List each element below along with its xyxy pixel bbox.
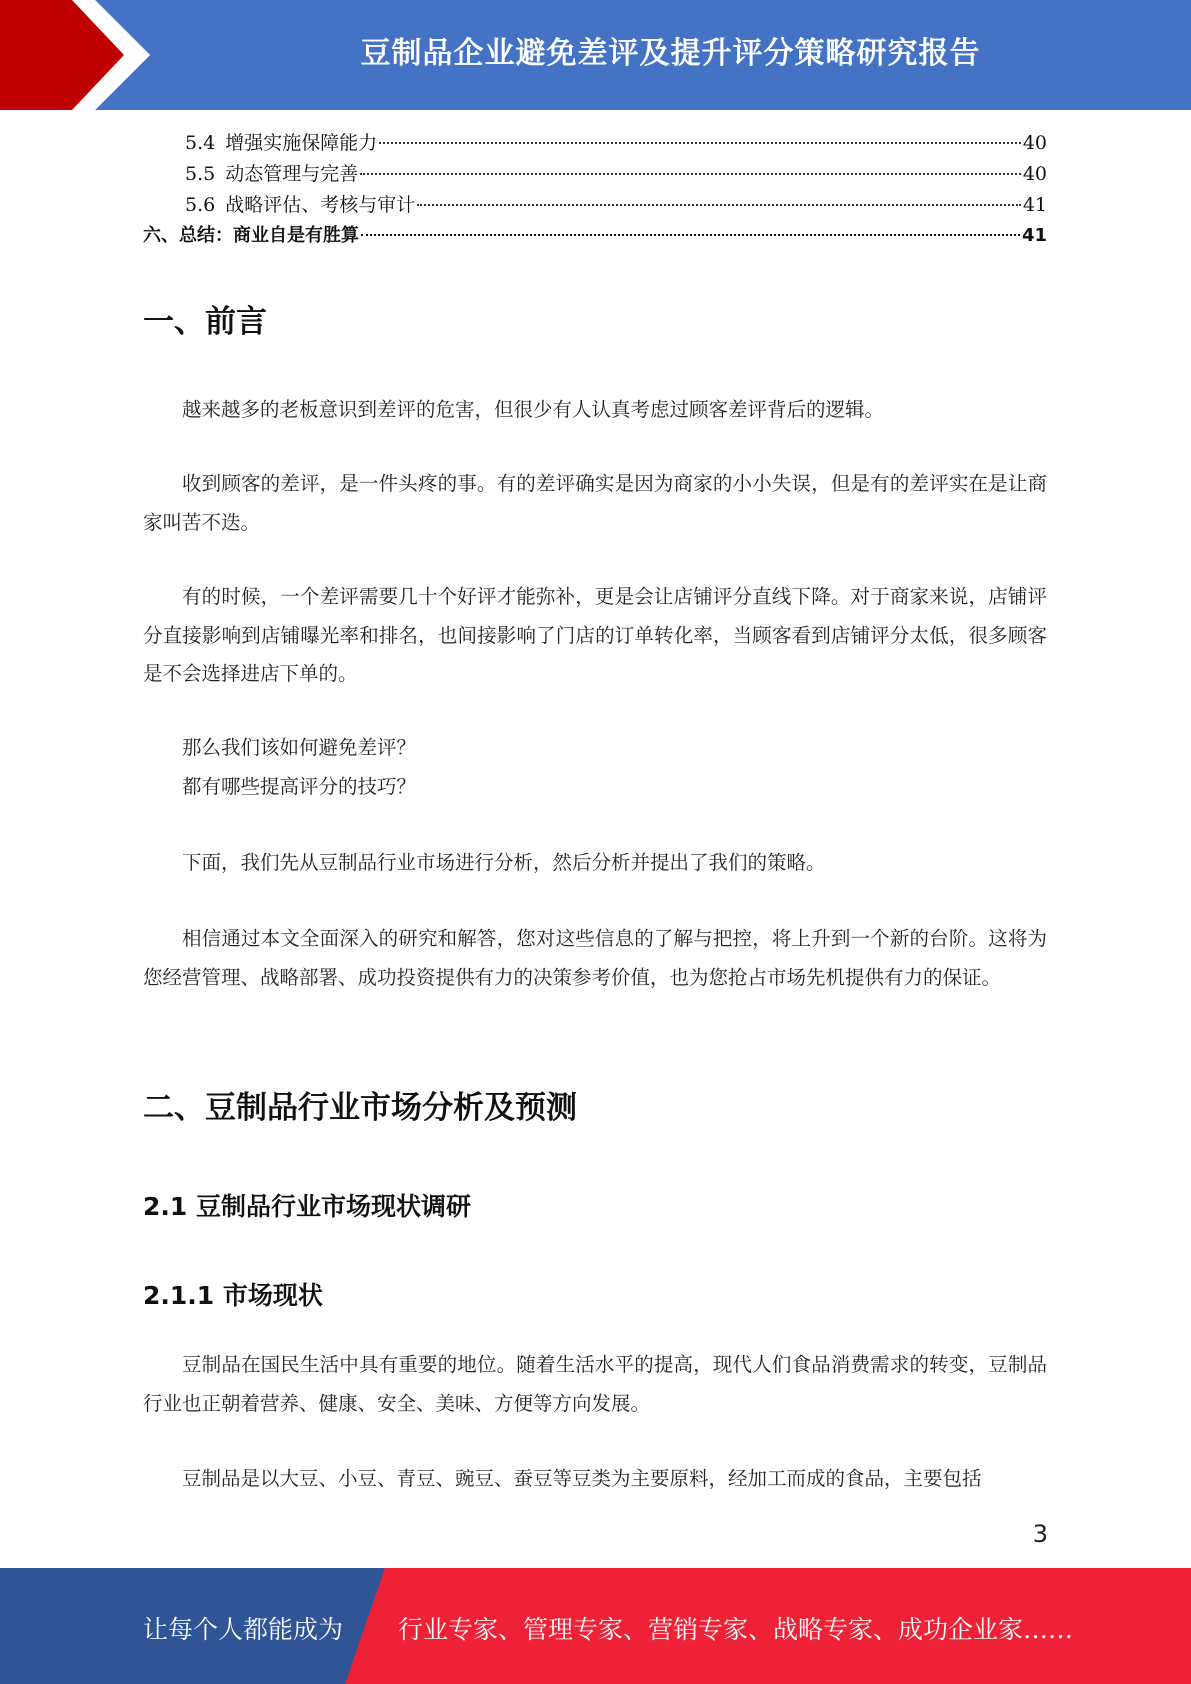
toc-leader-dots xyxy=(361,234,1020,236)
paragraph: 豆制品在国民生活中具有重要的地位。随着生活水平的提高，现代人们食品消费需求的转变，豆制品行业也正朝着营养、健康、安全、美味、方便等方向发展。 xyxy=(143,1353,1047,1415)
paragraph: 豆制品是以大豆、小豆、青豆、豌豆、蚕豆等豆类为主要原料，经加工而成的食品，主要包括 xyxy=(182,1467,982,1490)
footer-slogan-right: 行业专家、管理专家、营销专家、战略专家、成功企业家…… xyxy=(398,1615,1074,1644)
toc-entry-number: 5.6 xyxy=(185,194,216,216)
paragraph: 越来越多的老板意识到差评的危害，但很少有人认真考虑过顾客差评背后的逻辑。 xyxy=(182,398,885,421)
paragraph: 收到顾客的差评，是一件头疼的事。有的差评确实是因为商家的小小失误，但是有的差评实在是让商家叫苦不迭。 xyxy=(143,472,1047,534)
footer-banner xyxy=(0,1568,1191,1684)
section-heading: 一、前言 xyxy=(143,304,267,340)
table-of-contents xyxy=(143,128,1047,252)
header-chevron-graphic xyxy=(0,0,160,110)
question-line: 那么我们该如何避免差评？ xyxy=(182,736,417,759)
question-line: 都有哪些提高评分的技巧？ xyxy=(182,774,417,798)
paragraph: 下面，我们先从豆制品行业市场进行分析，然后分析并提出了我们的策略。 xyxy=(182,851,826,874)
toc-entry-label: 战略评估、考核与审计 xyxy=(225,194,416,216)
section-heading: 二、豆制品行业市场分析及预测 xyxy=(143,1090,577,1126)
toc-entry-page: 41 xyxy=(1022,194,1047,216)
toc-entry-label: 增强实施保障能力 xyxy=(225,132,378,154)
subsection-heading: 2.1.1 市场现状 xyxy=(143,1281,323,1310)
toc-entry[interactable] xyxy=(143,159,1047,190)
paragraph: 相信通过本文全面深入的研究和解答，您对这些信息的了解与把控，将上升到一个新的台阶。这将为您经营管理、战略部署、成功投资提供有力的决策参考价值，也为您抢占市场先机提供有力的保证。 xyxy=(143,927,1047,989)
header-banner xyxy=(0,0,1191,110)
paragraph: 有的时候，一个差评需要几十个好评才能弥补，更是会让店铺评分直线下降。对于商家来说，店铺评分直接影响到店铺曝光率和排名，也间接影响了门店的订单转化率，当顾客看到店铺评分太低，很多顾客是不会选择进店下单的。 xyxy=(143,585,1047,685)
toc-entry-main[interactable] xyxy=(143,221,1047,252)
toc-entry-number: 5.5 xyxy=(185,163,216,185)
page-number: 3 xyxy=(1032,1520,1048,1548)
document-title: 豆制品企业避免差评及提升评分策略研究报告 xyxy=(360,36,981,71)
toc-entry-label: 动态管理与完善 xyxy=(225,163,359,185)
toc-leader-dots xyxy=(417,204,1021,206)
toc-entry-page: 40 xyxy=(1022,132,1047,154)
toc-entry[interactable] xyxy=(143,128,1047,159)
toc-leader-dots xyxy=(379,142,1021,144)
toc-entry-number: 5.4 xyxy=(185,132,216,154)
footer-slogan-left: 让每个人都能成为 xyxy=(143,1615,344,1644)
toc-entry[interactable] xyxy=(143,190,1047,221)
toc-entry-page: 40 xyxy=(1022,163,1047,185)
toc-entry-label: 六、总结：商业自是有胜算 xyxy=(143,225,359,246)
toc-entry-page: 41 xyxy=(1021,225,1047,246)
toc-leader-dots xyxy=(360,173,1021,175)
subsection-heading: 2.1 豆制品行业市场现状调研 xyxy=(143,1192,471,1221)
